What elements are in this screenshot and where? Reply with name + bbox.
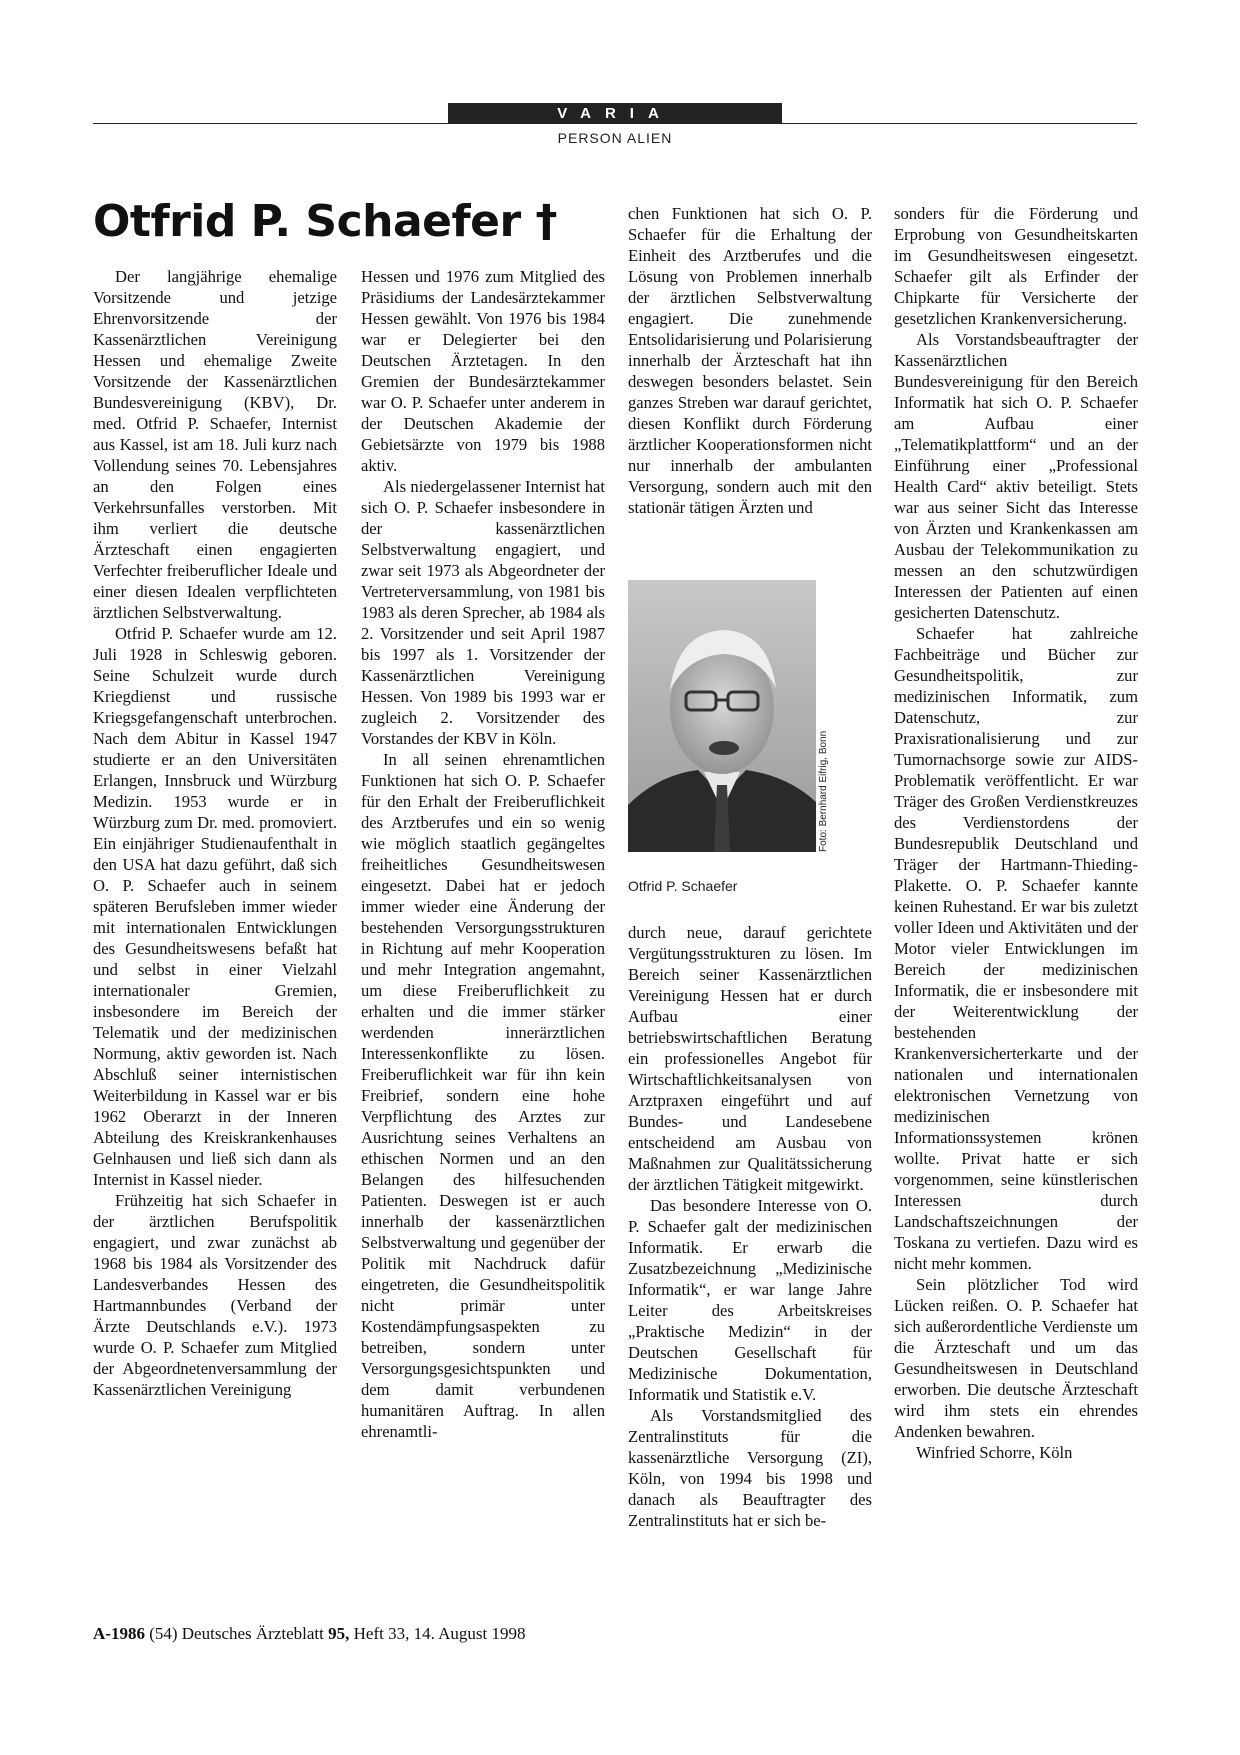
paragraph: Otfrid P. Schaefer wurde am 12. Juli 1928 in Schleswig geboren. Seine Schulzeit wurde durch Kriegdienst und russische Kriegsgefangenschaft unterbrochen. Nach dem Abitur in Kassel 1947 studierte er an den Universitäten Erlangen, Innsbruck und Würzburg Medizin. 1953 wurde er in Würzburg zum Dr. med. promoviert. Ein einjähriger Studienaufenthalt in den USA hat dazu geführt, daß sich O. P. Schaefer auch in seinem späteren Berufsleben immer wieder mit internationalen Entwicklungen des Gesundheitswesens befaßt hat und selbst in einer Vielzahl internationaler Gremien, insbesondere im Bereich der Telematik und der medizinischen Normung, aktiv geworden ist. Nach Abschluß seiner internistischen Weiterbildung in Kassel war er bis 1962 Oberarzt in der Inneren Abteilung des Kreiskrankenhauses Gelnhausen und ließ sich dann als Internist in Kassel nieder. xyxy=(93,624,337,1189)
paragraph: Hessen und 1976 zum Mitglied des Präsidiums der Landesärztekammer Hessen gewählt. Von 1976 bis 1984 war er Delegierter bei den Deutschen Ärztetagen. In den Gremien der Bundesärztekammer war O. P. Schaefer unter anderem in der Deutschen Akademie der Gebietsärzte von 1979 bis 1988 aktiv. xyxy=(361,267,605,475)
column-3-bottom xyxy=(628,922,872,1531)
page-footer xyxy=(93,1624,526,1644)
photo-credit: Foto: Bernhard Eifrig, Bonn xyxy=(818,730,829,852)
photo-caption: Otfrid P. Schaefer xyxy=(628,878,738,894)
subsection-label: PERSON ALIEN xyxy=(557,130,673,146)
portrait-photo xyxy=(628,580,816,852)
paragraph: Der langjährige ehemalige Vorsitzende und jetzige Ehrenvorsitzende der Kassenärztlichen Vereinigung Hessen und ehemalige Zweite Vorsitzende der Kassenärztlichen Bundesvereinigung (KBV), Dr. med. Otfrid P. Schaefer, Internist aus Kassel, ist am 18. Juli kurz nach Vollendung seines 70. Lebensjahres an den Folgen eines Verkehrsunfalles verstorben. Mit ihm verliert die deutsche Ärzteschaft einen engagierten Verfechter freiberuflicher Ideale und einer diesen Idealen verpflichteten ärztlichen Selbstverwaltung. xyxy=(93,267,337,622)
paragraph: Als Vorstandsmitglied des Zentralinstituts für die kassenärztliche Versorgung (ZI), Köln, von 1994 bis 1998 und danach als Beauftragter des Zentralinstituts hat er sich be- xyxy=(628,1406,872,1530)
paragraph: sonders für die Förderung und Erprobung von Gesundheitskarten im Gesundheitswesen eingesetzt. Schaefer gilt als Erfinder der Chipkarte für Versicherte der gesetzlichen Krankenversicherung. xyxy=(894,204,1138,328)
paragraph: In all seinen ehrenamtlichen Funktionen hat sich O. P. Schaefer für den Erhalt der Freiberuflichkeit des Arztberufes und ein so wenig wie möglich staatlich gegängeltes freiheitliches Gesundheitswesen eingesetzt. Dabei hat er jedoch immer wieder eine Änderung der bestehenden Versorgungsstrukturen in Richtung auf mehr Kooperation und mehr Integration angemahnt, um diese Freiberuflichkeit zu erhalten und die immer stärker werdenden innerärztlichen Interessenkonflikte zu lösen. Freiberuflichkeit war für ihn kein Freibrief, sondern eine hohe Verpflichtung des Arztes zur Ausrichtung seines Verhaltens an ethischen Normen und an den Belangen des hilfesuchenden Patienten. Deswegen ist er auch innerhalb der kassenärztlichen Selbstverwaltung und gegenüber der Politik mit Nachdruck dafür eingetreten, die Gesundheitspolitik nicht primär unter Kostendämpfungsaspekten zu betreiben, sondern unter Versorgungsgesichtspunkten und dem damit verbundenen humanitären Auftrag. In allen ehrenamtli- xyxy=(361,750,605,1441)
author-signature: Winfried Schorre, Köln xyxy=(916,1443,1073,1462)
journal-name: Deutsches Ärzteblatt xyxy=(181,1624,324,1643)
paragraph: Das besondere Interesse von O. P. Schaefer galt der medizinischen Informatik. Er erwarb die Zusatzbezeichnung „Medizinische Informatik“, er war lange Jahre Leiter des Arbeitskreises „Praktische Medizin“ in der Deutschen Gesellschaft für Medizinische Dokumentation, Informatik und Statistik e.V. xyxy=(628,1196,872,1404)
journal-volume: 95, xyxy=(328,1624,350,1643)
journal-issue: Heft 33, 14. August 1998 xyxy=(353,1624,526,1643)
section-label: VARIA xyxy=(448,103,782,123)
paragraph: Als Vorstandsbeauftragter der Kassenärztlichen Bundesvereinigung für den Bereich Informatik hat sich O. P. Schaefer am Aufbau einer „Telematikplattform“ und an der Einführung einer „Professional Health Card“ aktiv beteiligt. Stets war aus seiner Sicht das Interesse von Ärzten und Krankenkassen am Ausbau der Telekommunikation zu messen an den schutzwürdigen Interessen der Patienten auf einen gesicherten Datenschutz. xyxy=(894,330,1138,622)
header-rule xyxy=(93,123,1137,124)
column-2 xyxy=(361,266,605,1442)
paragraph: Als niedergelassener Internist hat sich O. P. Schaefer insbesondere in der kassenärztlichen Selbstverwaltung engagiert, und zwar seit 1973 als Abgeordneter der Vertreterversammlung, von 1981 bis 1983 als deren Sprecher, ab 1984 als 2. Vorsitzender und seit April 1987 bis 1997 als 1. Vorsitzender der Kassenärztlichen Vereinigung Hessen. Von 1989 bis 1993 war er zugleich 2. Vorsitzender des Vorstandes der KBV in Köln. xyxy=(361,477,605,748)
paragraph: Sein plötzlicher Tod wird Lücken reißen. O. P. Schaefer hat sich außerordentliche Verdienste um die Ärzteschaft und um das Gesundheitswesen in Deutschland erworben. Die deutsche Ärzteschaft wird ihm stets ein ehrendes Andenken bewahren. xyxy=(894,1275,1138,1441)
paragraph: Frühzeitig hat sich Schaefer in der ärztlichen Berufspolitik engagiert, und zwar zunächst ab 1968 bis 1984 als Vorsitzender des Landesverbandes Hessen des Hartmannbundes (Verband der Ärzte Deutschlands e.V.). 1973 wurde O. P. Schaefer zum Mitglied der Abgeordnetenversammlung der Kassenärztlichen Vereinigung xyxy=(93,1191,337,1399)
paragraph: durch neue, darauf gerichtete Vergütungsstrukturen zu lösen. Im Bereich seiner Kassenärztlichen Vereinigung Hessen hat er durch Aufbau einer betriebswirtschaftlichen Beratung ein professionelles Angebot für Wirtschaftlichkeitsanalysen von Arztpraxen eingeführt und auf Bundes- und Landesebene entscheidend am Ausbau von Maßnahmen zur Qualitätssicherung der ärztlichen Tätigkeit mitgewirkt. xyxy=(628,923,872,1194)
column-3-top xyxy=(628,203,872,518)
column-1 xyxy=(93,266,337,1400)
page-number-internal: (54) xyxy=(149,1624,178,1643)
paragraph: chen Funktionen hat sich O. P. Schaefer für die Erhaltung der Einheit des Arztberufes und die Lösung von Problemen innerhalb der ärztlichen Selbstverwaltung engagiert. Die zunehmende Entsolidarisierung und Polarisierung innerhalb der Ärzteschaft hat ihn deswegen besonders belastet. Sein ganzes Streben war darauf gerichtet, diesen Konflikt durch Förderung ärztlicher Kooperationsformen nicht nur innerhalb der ambulanten Versorgung, sondern auch mit den stationär tätigen Ärzten und xyxy=(628,204,872,517)
portrait-image xyxy=(628,580,816,852)
article-title: Otfrid P. Schaefer † xyxy=(93,196,558,247)
page-number: A-1986 xyxy=(93,1624,145,1643)
paragraph: Schaefer hat zahlreiche Fachbeiträge und Bücher zur Gesundheitspolitik, zur medizinischen Informatik, zum Datenschutz, zur Praxisrationalisierung und zur Tumornachsorge sowie zur AIDS-Problematik veröffentlicht. Er war Träger des Großen Verdienstkreuzes des Verdienstordens der Bundesrepublik Deutschland und Träger der Hartmann-Thieding-Plakette. O. P. Schaefer kannte keinen Ruhestand. Er war bis zuletzt voller Ideen und Aktivitäten und der Motor vieler Entwicklungen im Bereich der medizinischen Informatik, die er insbesondere mit der Weiterentwicklung der bestehenden Krankenversicherterkarte und der nationalen und internationalen elektronischen Vernetzung von medizinischen Informationssystemen krönen wollte. Privat hatte er sich vorgenommen, seine künstlerischen Interessen durch Landschaftszeichnungen der Toskana zu vertiefen. Dazu wird es nicht mehr kommen. xyxy=(894,624,1138,1273)
column-4 xyxy=(894,203,1138,1463)
